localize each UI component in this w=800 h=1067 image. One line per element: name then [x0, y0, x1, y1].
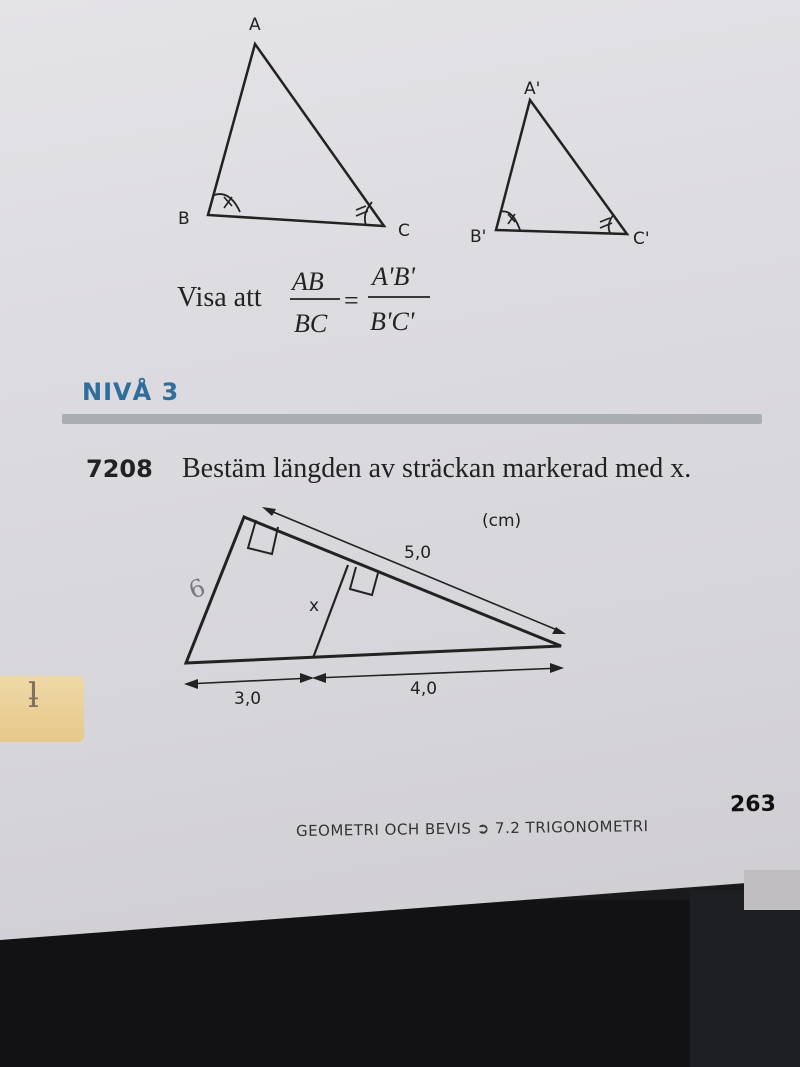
base-dimensions	[184, 663, 564, 689]
segment-left-length: 3,0	[234, 689, 262, 709]
hypotenuse-length: 5,0	[404, 543, 432, 563]
pencil-mark: ƚ	[28, 676, 39, 716]
altitude-label: x	[309, 596, 320, 616]
prompt-text: Visa att	[177, 282, 262, 313]
problem-triangle	[186, 517, 561, 663]
footer-chapter: GEOMETRI OCH BEVIS ➲ 7.2 TRIGONOMETRI	[295, 817, 649, 840]
fraction-left-denominator: BC	[294, 309, 328, 338]
label-a-prime: A'	[524, 79, 541, 99]
label-b: B	[178, 209, 190, 229]
triangle-abc	[208, 44, 384, 226]
problem-statement: Bestäm längden av sträckan markerad med x.	[182, 453, 692, 484]
label-a: A	[249, 15, 261, 35]
problem-number: 7208	[86, 455, 153, 483]
fraction-right-denominator: B'C'	[370, 307, 415, 336]
label-b-prime: B'	[470, 227, 487, 247]
segment-right-length: 4,0	[410, 679, 438, 699]
label-c-prime: C'	[633, 229, 650, 249]
fraction-right-numerator: A'B'	[372, 262, 415, 291]
fraction-left-numerator: AB	[292, 267, 324, 296]
triangle-abc-prime	[496, 100, 627, 234]
equals-sign: =	[344, 286, 359, 315]
page-number: 263	[729, 791, 777, 818]
unit-label: (cm)	[482, 511, 522, 531]
section-title: NIVÅ 3	[82, 378, 180, 406]
section-divider	[62, 414, 762, 424]
handwritten-note: 6	[185, 573, 210, 605]
label-c: C	[398, 221, 410, 241]
